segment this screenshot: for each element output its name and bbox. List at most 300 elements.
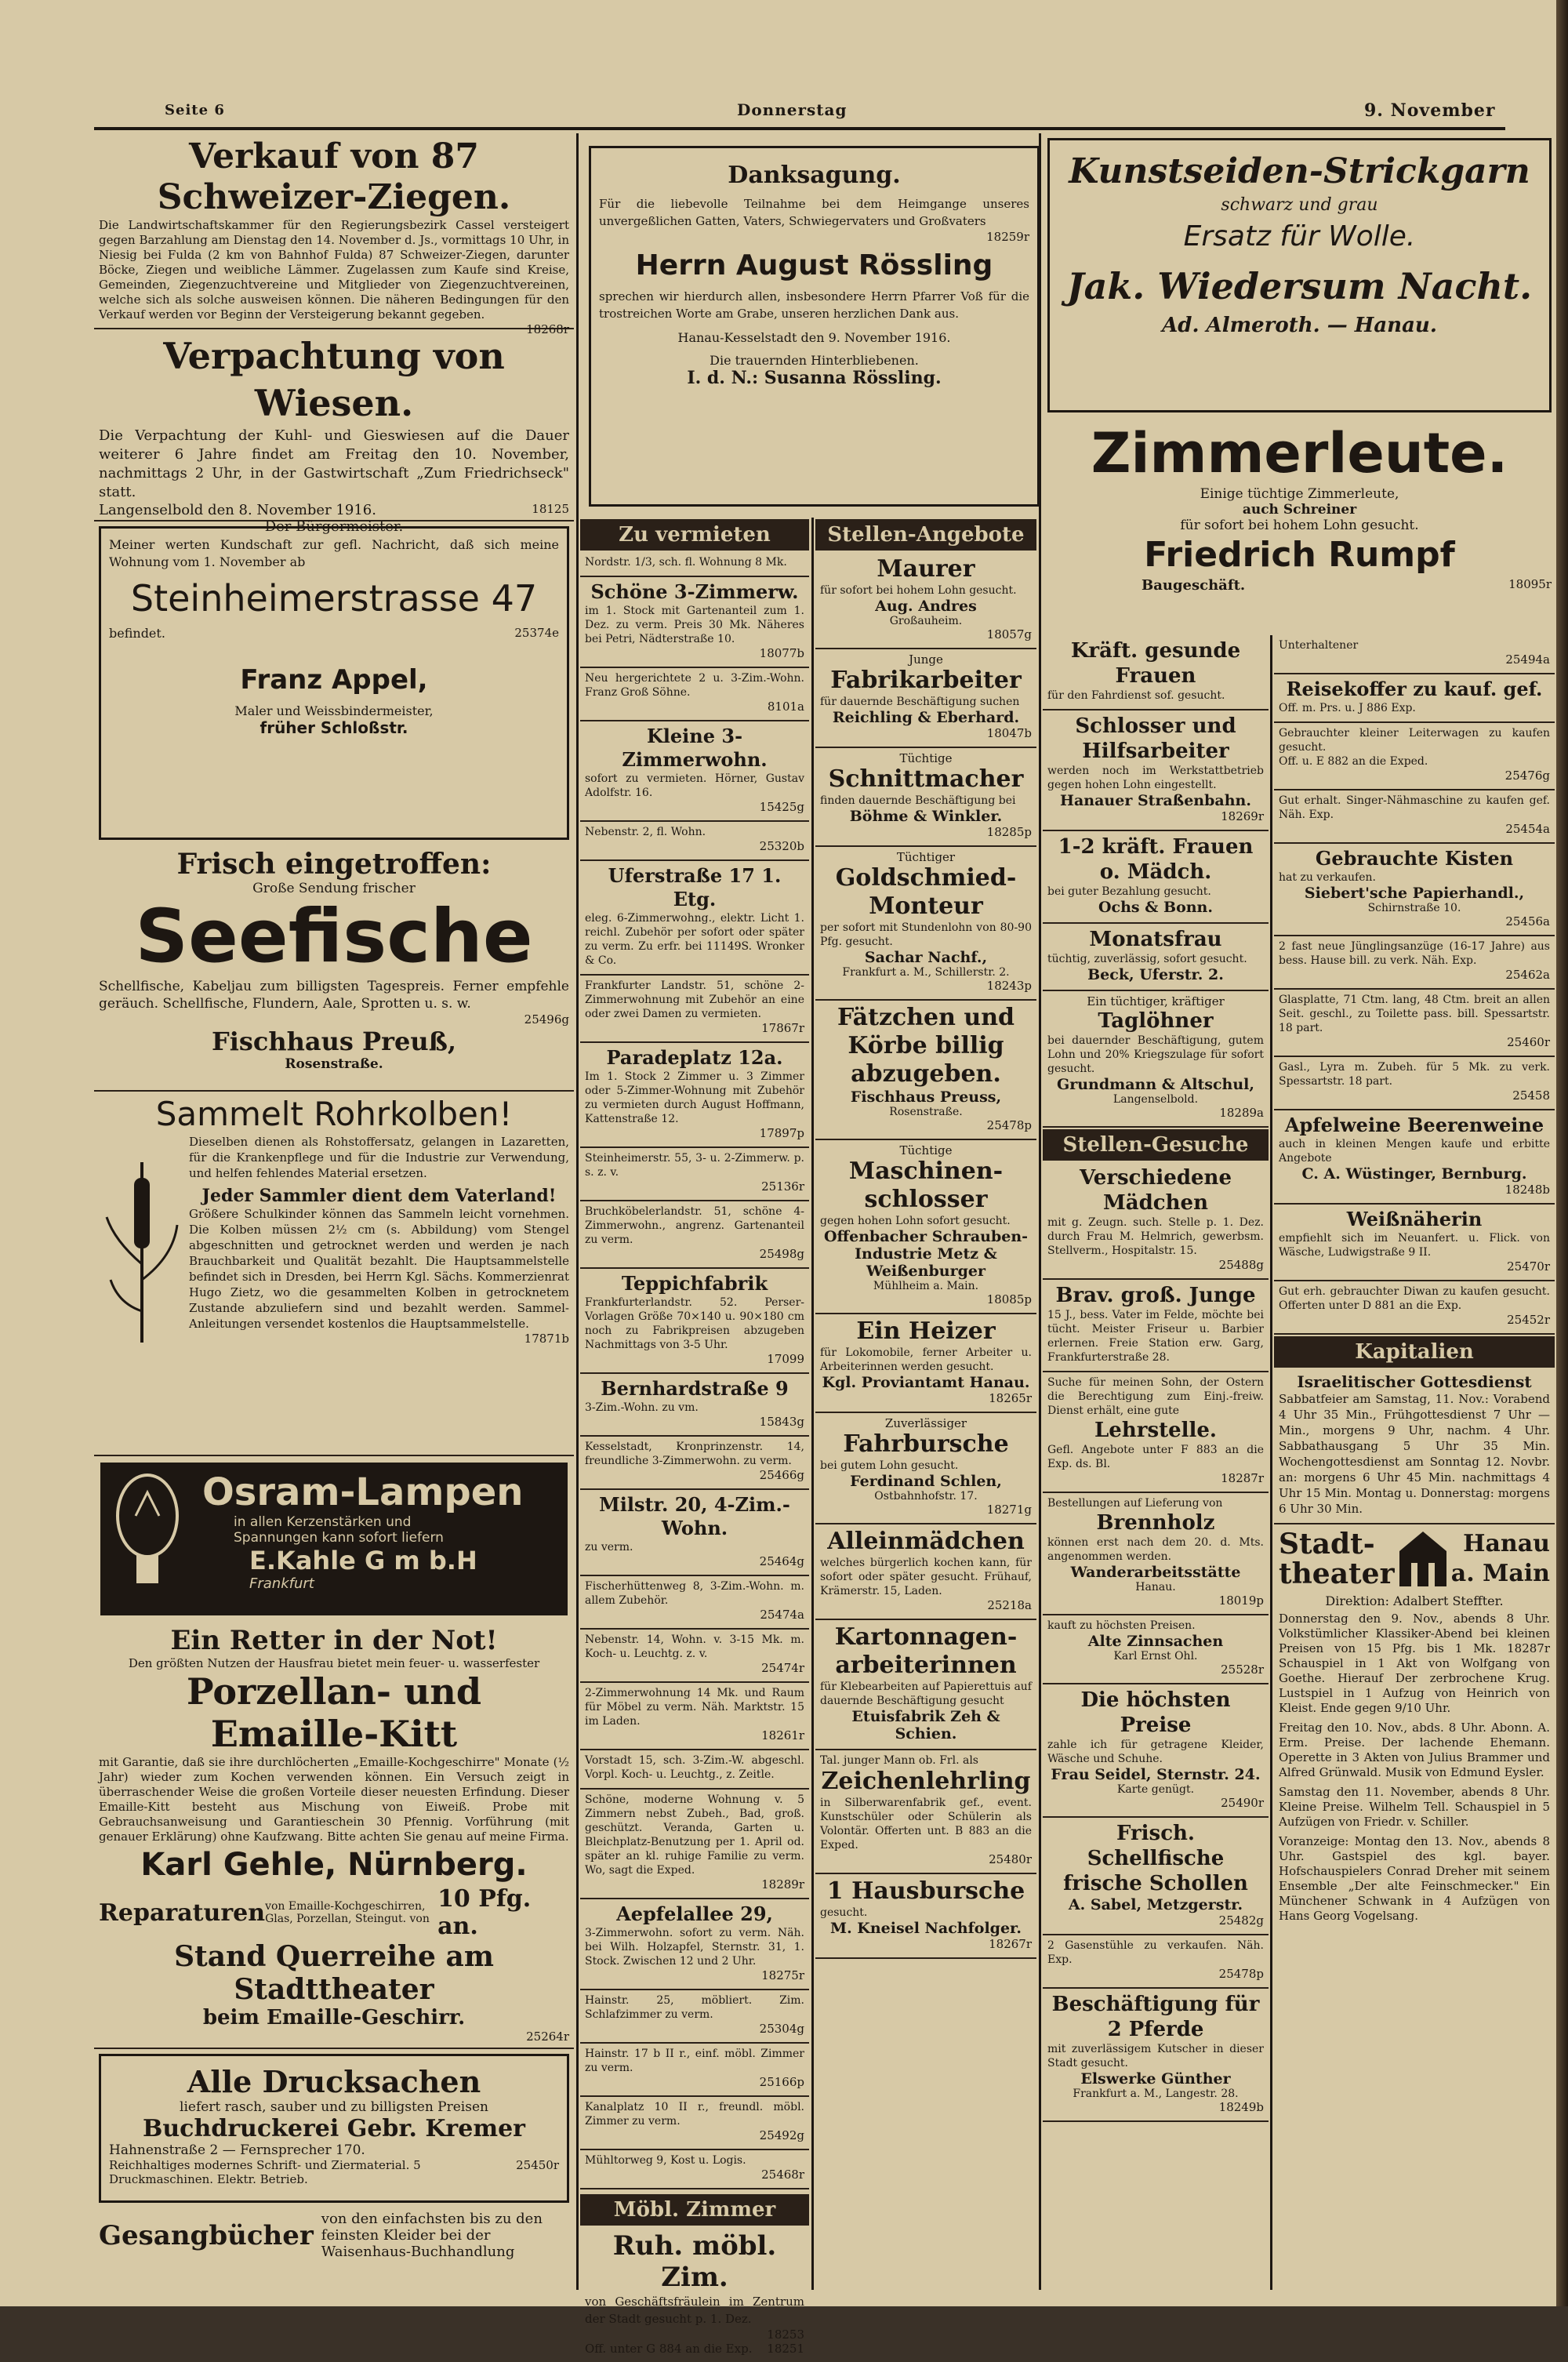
ad-appel (99, 526, 569, 840)
classified-ad (580, 577, 809, 668)
ad-code: 25452r (1507, 1313, 1550, 1327)
classified-ad (580, 1576, 809, 1630)
classified-ad (580, 1269, 809, 1374)
ad-address: Ostbahnhofstr. 17. (874, 1490, 978, 1503)
ad-headline: Apfelweine Beerenweine (1284, 1114, 1544, 1136)
ad-text: 2-Zimmerwohnung 14 Mk. und Raum für Möbel zu verm. Näh. Marktstr. 15 im Laden. (585, 1687, 804, 1728)
ad-text: für sofort bei hohem Lohn gesucht. (820, 584, 1017, 597)
kitt-body: mit Garantie, daß sie ihre durchlöcherten „Emaille-Kochgeschirre" Monate (½ Jahr) wieder zum Kochen verwenden können. Ein Versuch zeigt in überraschender Weise die großen Vorteile dieser neuesten Erfindung. Dieser Emaille-Kitt besteht aus Mischung von Eiweiß. Probe mit Gebrauchsanweisung und Garantieschein 30 Pfennig. Vorführung (mit genauer Erklärung) ohne Kaufzwang. Bitte achten Sie genau auf meine Firma. (99, 1755, 569, 1844)
classified-ad (580, 822, 809, 861)
ad-code: 25478p (986, 1118, 1032, 1132)
ad-code: 25480r (989, 1852, 1032, 1866)
classified-ad (1043, 1615, 1269, 1684)
moebl-text: von Geschäftsfräulein im Zentrum der Stadt gesucht p. 1. Dez. (585, 2295, 804, 2326)
ad-code: 25474a (760, 1608, 804, 1622)
theater-dir: Direktion: Adalbert Steffter. (1325, 1593, 1504, 1608)
ad-gesangbuecher (94, 2208, 574, 2266)
ad-subhead: Tüchtige (899, 1143, 953, 1157)
classified-ad (580, 721, 809, 822)
ad-advertiser: C. A. Wüstinger, Bernburg. (1301, 1165, 1527, 1183)
ad-code: 18267r (989, 1937, 1032, 1951)
column-4 (1043, 133, 1556, 635)
classified-ad (580, 1043, 809, 1148)
ziegen-title: Verkauf von 87 Schweizer-Ziegen. (157, 136, 511, 217)
classified-ad (1043, 710, 1269, 831)
ad-text: Bruchköbelerlandstr. 51, schöne 4-Zimmerwohn., angrenz. Gartenanteil zu verm. (585, 1205, 804, 1246)
column-5 (1274, 635, 1555, 2290)
zimmer-t2: auch Schreiner (1242, 502, 1357, 518)
gottes-title: Israelitischer Gottesdienst (1297, 1372, 1532, 1391)
ad-text: Nordstr. 1/3, sch. fl. Wohnung 8 Mk. (585, 556, 787, 569)
druck-code: 25450r (516, 2158, 559, 2172)
ad-headline: Brav. groß. Junge (1055, 1284, 1256, 1307)
ad-text: Glasplatte, 71 Ctm. lang, 48 Ctm. breit an allen Seit. geschl., zu Toilette pass. bill. Spessartstr. 18 part. (1279, 994, 1550, 1034)
classified-ad (815, 649, 1036, 748)
wiesen-code: 18125 (532, 502, 569, 516)
col4-ad-list (1043, 635, 1269, 1128)
ad-code: 25488g (1218, 1258, 1264, 1272)
kitt-code: 25264r (526, 2030, 569, 2044)
ad-advertiser: Böhme & Winkler. (849, 808, 1003, 825)
ad-text-2: Off. u. E 882 an die Exped. (1279, 755, 1428, 768)
ad-headline: Lehrstelle. (1094, 1419, 1217, 1442)
druck-title: Alle Drucksachen (187, 2064, 481, 2099)
ad-code: 18077b (759, 646, 804, 660)
theater-body-3: Samstag den 11. November, abends 8 Uhr. Kleine Preise. Wilhelm Tell. Schauspiel in 5 Aufzügen von Friedr. v. Schiller. (1279, 1785, 1550, 1829)
ad-headline: Bernhardstraße 9 (601, 1377, 789, 1400)
ad-code: 25454a (1505, 822, 1550, 836)
dank-body-2: sprechen wir hierdurch allen, insbesondere Herrn Pfarrer Voß für die trostreichen Worte am Grabe, unseren herzlichen Dank aus. (599, 289, 1029, 321)
zimmer-s: Baugeschäft. (1142, 577, 1246, 594)
ad-address: Karl Ernst Ohl. (1113, 1650, 1198, 1662)
ad-text: Nebenstr. 14, Wohn. v. 3-15 Mk. m. Koch- u. Leuchtg. z. v. (585, 1633, 804, 1660)
classified-ad (580, 1790, 809, 1899)
ad-advertiser: Frau Seidel, Sternstr. 24. (1051, 1766, 1261, 1783)
header-date: 9. November (1364, 100, 1496, 121)
ad-headline: Fahrbursche (843, 1430, 1009, 1458)
ad-code: 18275r (761, 1968, 804, 1982)
ad-headline: Verschiedene Mädchen (1080, 1166, 1232, 1215)
osram-line-1: in allen Kerzenstärken und (234, 1514, 412, 1530)
appel-trade: Maler und Weissbindermeister, (234, 703, 434, 718)
ad-danksagung (589, 146, 1040, 507)
ad-advertiser: Sachar Nachf., (864, 949, 988, 966)
ad-text: für Klebearbeiten auf Papierettuis auf dauernde Beschäftigung gesucht (820, 1681, 1032, 1707)
rohrkolben-illustration (99, 1146, 185, 1350)
ad-code: 18057g (986, 627, 1032, 641)
ad-text: Steinheimerstr. 55, 3- u. 2-Zimmerw. p. s. z. v. (585, 1152, 804, 1179)
ad-subhead: Zuverlässiger (884, 1416, 967, 1430)
kitt-beim: beim Emaille-Geschirr. (202, 2006, 466, 2030)
classified-ad (580, 1899, 809, 1990)
ad-text: Hainstr. 17 b II r., einf. möbl. Zimmer zu verm. (585, 2048, 804, 2074)
dank-place: Hanau-Kesselstadt den 9. November 1916. (677, 330, 951, 345)
ad-advertiser: Siebert'sche Papierhandl., (1304, 885, 1525, 902)
kitt-rep: Reparaturen (99, 1899, 266, 1927)
ad-address: Frankfurt a. M., Schillerstr. 2. (842, 966, 1010, 979)
classified-ad (1274, 1205, 1555, 1281)
ad-advertiser: Alte Zinnsachen (1087, 1633, 1224, 1650)
ad-headline: Gebrauchte Kisten (1315, 847, 1514, 870)
ad-moebl (580, 2227, 809, 2362)
ad-headline: Aepfelallee 29, (616, 1902, 773, 1925)
ad-headline: Goldschmied-Monteur (835, 864, 1017, 920)
ad-headline: 1 Hausbursche (826, 1877, 1025, 1905)
osram-firm: E.Kahle G m b.H (249, 1546, 477, 1575)
classified-ad (815, 552, 1036, 649)
ad-headline: Fätzchen und Körbe billig abzugeben. (837, 1004, 1014, 1088)
header-page-number: Seite 6 (165, 102, 225, 118)
zimmer-t1: Einige tüchtige Zimmerleute, (1200, 486, 1399, 502)
classified-ad (1043, 831, 1269, 924)
classified-ad (1043, 1818, 1269, 1935)
ad-code: 8101a (767, 700, 804, 714)
gesang-big: Gesangbücher (99, 2219, 314, 2251)
classified-ad (815, 1314, 1036, 1413)
ad-headline: Schöne 3-Zimmerw. (590, 580, 799, 603)
ad-text: zu verm. (585, 1541, 633, 1553)
classified-ad (580, 1201, 809, 1269)
ad-text: per sofort mit Stundenlohn von 80-90 Pfg. gesucht. (820, 921, 1032, 948)
ad-advertiser: Aug. Andres (875, 598, 977, 615)
wiesen-place: Langenselbold den 8. November 1916. (99, 502, 376, 518)
classified-ad (580, 1148, 809, 1201)
theater-body-2: Freitag den 10. Nov., abds. 8 Uhr. Abonn. A. Erm. Preise. Der lachende Ehemann. Operette in 3 Akten von Julius Brammer und Alfred Grünwald. Musik von Edmund Eysler. (1279, 1721, 1550, 1779)
ad-code: 25528r (1221, 1662, 1264, 1677)
ad-headline: Maschinen-schlosser (848, 1157, 1004, 1213)
ad-code: 25166p (759, 2075, 804, 2089)
section-kapitalien: Kapitalien (1274, 1336, 1555, 1368)
section-zu-vermieten: Zu vermieten (580, 519, 809, 551)
ad-code: 25468r (761, 2168, 804, 2182)
ad-text: 15 J., bess. Vater im Felde, möchte bei tücht. Meister Friseur u. Barbier erlernen. Freie Station erw. Garg, Frankfurterstraße 28. (1047, 1309, 1264, 1364)
ad-address: Hanau. (1135, 1581, 1176, 1593)
ad-text: Neu hergerichtete 2 u. 3-Zim.-Wohn. Franz Groß Söhne. (585, 672, 804, 699)
ad-text: mit g. Zeugn. such. Stelle p. 1. Dez. durch Frau M. Helmrich, gewerbsm. Stellverm., Hospitalstr. 15. (1047, 1216, 1264, 1257)
ad-subhead: Ein tüchtiger, kräftiger (1087, 994, 1225, 1008)
ad-headline: Brennholz (1096, 1511, 1215, 1535)
classified-ad (580, 668, 809, 721)
rohr-title: Sammelt Rohrkolben! (155, 1095, 513, 1133)
classified-ad (1274, 723, 1555, 790)
ad-text: Gebrauchter kleiner Leiterwagen zu kaufen gesucht. (1279, 727, 1550, 754)
bulb-icon (108, 1469, 187, 1594)
column-rule-1 (576, 133, 579, 2290)
ad-stadttheater (1274, 1524, 1555, 1930)
ad-osram (100, 1463, 568, 1615)
ad-code: 18289a (1219, 1106, 1264, 1120)
ad-code: 18285p (986, 825, 1032, 839)
ad-advertiser: Reichling & Eberhard. (832, 709, 1020, 726)
ad-code: 25320b (759, 839, 804, 853)
ad-text: 3-Zim.-Wohn. zu vm. (585, 1401, 699, 1414)
ad-code: 17867r (761, 1021, 804, 1035)
wiesen-sign: Der Bürgermeister. (264, 518, 404, 535)
ad-text: tüchtig, zuverlässig, sofort gesucht. (1047, 953, 1247, 965)
osram-city: Frankfurt (249, 1575, 314, 1592)
ad-code: 18261r (761, 1728, 804, 1742)
ad-code: 18287r (1221, 1471, 1264, 1485)
ad-seefische (94, 845, 574, 1092)
classified-ad (1043, 991, 1269, 1128)
ad-text-2: in Silberwarenfabrik gef., event. Kunstschüler oder Schülerin als Volontär. Offerten unt. B 883 an die Exped. (820, 1797, 1032, 1851)
section-stellen-gesuche: Stellen-Gesuche (1043, 1129, 1269, 1161)
ad-headline: Zeichenlehrling (821, 1768, 1031, 1795)
fisch-code: 25496g (524, 1012, 569, 1027)
ad-code: 17897p (759, 1126, 804, 1140)
ad-headline: Uferstraße 17 1. Etg. (608, 864, 782, 910)
zimmer-code: 18095r (1508, 577, 1552, 591)
ad-headline: Kräft. gesunde Frauen (1070, 639, 1241, 688)
theater-body-4: Voranzeige: Montag den 13. Nov., abends 8 Uhr. Gastspiel des kgl. bayer. Hofschauspielers Conrad Dreher mit seinem Ensemble „Der alte Feinschmecker." Ein Münchener Schwank in 4 Aufzügen von Hans Georg Vogelsang. (1279, 1834, 1550, 1923)
ad-headline: Schnittmacher (828, 765, 1024, 793)
moebl-head: Ruh. möbl. Zim. (612, 2230, 777, 2293)
ad-text: im 1. Stock mit Gartenanteil zum 1. Dez. zu verm. Preis 30 Mk. Näheres bei Petri, Nädterstraße 10. (585, 605, 804, 645)
classified-ad (1043, 635, 1269, 710)
ad-text: für den Fahrdienst sof. gesucht. (1047, 689, 1225, 702)
classified-ad (815, 847, 1036, 1001)
kitt-stand: Stand Querreihe am Stadttheater (174, 1940, 494, 2006)
ad-text: Unterhaltener (1279, 639, 1359, 652)
ad-advertiser: Hanauer Straßenbahn. (1060, 792, 1251, 809)
theater-body: Donnerstag den 9. Nov., abends 8 Uhr. Volkstümlicher Klassiker-Abend bei kleinen Preisen von 15 Pfg. bis 1 Mk. 18287r Schauspiel in 1 Akt von Wolfgang von Goethe. Hierauf Der zerbrochene Krug. Lustspiel in 1 Aufzug von Heinrich von Kleist. Ende gegen 9/10 Uhr. (1279, 1612, 1550, 1715)
ad-kunstseide (1047, 138, 1552, 412)
ad-headline: Kleine 3-Zimmerwohn. (622, 725, 768, 771)
ad-subhead: Junge (909, 652, 943, 667)
moebl-text-2: Off. unter G 884 an die Exp. (585, 2342, 753, 2356)
ad-code: 15843g (759, 1415, 804, 1429)
ad-text: 2 fast neue Jünglingsanzüge (16-17 Jahre) aus bess. Hause bill. zu verk. Näh. Exp. (1279, 940, 1550, 967)
classified-ad (1043, 1684, 1269, 1818)
classified-ad (1274, 790, 1555, 844)
kitt-big: Porzellan- und Emaille-Kitt (186, 1670, 482, 1755)
appel-former: früher Schloßstr. (260, 718, 408, 737)
classified-ad (580, 1374, 809, 1437)
ad-headline: Beschäftigung für 2 Pferde (1051, 1993, 1260, 2041)
ad-address: Langenselbold. (1112, 1093, 1199, 1106)
classified-ad (580, 1490, 809, 1576)
classified-ad (580, 1437, 809, 1490)
ad-advertiser: Beck, Uferstr. 2. (1087, 966, 1224, 983)
classified-ad (1274, 990, 1555, 1057)
ad-address: Karte genügt. (1116, 1783, 1195, 1796)
ad-text: Bestellungen auf Lieferung von (1047, 1497, 1223, 1510)
wiesen-body: Die Verpachtung der Kuhl- und Gieswiesen auf die Dauer weiterer 6 Jahre findet am Freitag den 10. November, nachmittags 2 Uhr, in der Gastwirtschaft „Zum Friedrichseck" statt. (99, 427, 569, 500)
ad-headline: Maurer (877, 555, 975, 583)
ad-headline: Fabrikarbeiter (830, 667, 1022, 694)
ad-code: 25476g (1504, 769, 1550, 783)
ad-headline: Monatsfrau (1089, 928, 1222, 951)
ad-advertiser: Offenbacher Schrauben-Industrie Metz & Weißenburger (823, 1228, 1029, 1280)
ad-code: 18047b (986, 726, 1032, 740)
classified-ad (580, 976, 809, 1043)
ad-text: Gut erh. gebrauchter Diwan zu kaufen gesucht. Offerten unter D 881 an die Exp. (1279, 1285, 1550, 1312)
col5-ad-list (1274, 635, 1555, 1335)
classified-ad (580, 552, 809, 577)
wiesen-title: Verpachtung von Wiesen. (163, 335, 505, 424)
ad-headline: Weißnäherin (1346, 1208, 1483, 1230)
ad-headline: Taglöhner (1098, 1009, 1214, 1033)
column-1 (94, 133, 574, 2290)
ad-rohrkolben (94, 1092, 574, 1456)
osram-line-2: Spannungen kann sofort liefern (234, 1530, 444, 1546)
classified-ad (1274, 1057, 1555, 1110)
ad-code: 25474r (761, 1661, 804, 1675)
kitt-sub: Den größten Nutzen der Hausfrau bietet mein feuer- u. wasserfester (128, 1656, 540, 1670)
druck-body: Reichhaltiges modernes Schrift- und Ziermaterial. 5 Druckmaschinen. Elektr. Betrieb. (109, 2158, 421, 2186)
ad-text: für Lokomobile, ferner Arbeiter u. Arbeiterinnen werden gesucht. (820, 1346, 1032, 1373)
classified-ad (1043, 1935, 1269, 1989)
ad-text-2: Gefl. Angebote unter F 883 an die Exp. ds. Bl. (1047, 1444, 1264, 1470)
appel-street: Steinheimerstrasse 47 (130, 577, 538, 620)
ad-text: welches bürgerlich kochen kann, für sofort oder später gesucht. Frühauf, Krämerstr. 15, Laden. (820, 1557, 1032, 1597)
classified-ad (815, 1413, 1036, 1524)
ad-headline: Frisch. Schellfische frische Schollen (1063, 1822, 1248, 1895)
ziegen-body: Die Landwirtschaftskammer für den Regierungsbezirk Cassel versteigert gegen Barzahlung am Dienstag den 14. November d. Js., vormittags 10 Uhr, in Niesig bei Fulda (2 km von Bahnhof Fulda) 87 Schweizer-Ziegen, darunter Böcke, Ziegen und weibliche Lämmer. Zugelassen zum Kaufe sind Kreise, Gemeinden, Ziegenzuchtvereine und Mitglieder von Ziegenzuchtvereinen, welche sich als solche ausweisen können. Die näheren Bedingungen für den Verkauf werden vor Beginn der Versteigerung bekannt gegeben. (99, 218, 569, 322)
ad-headline: Milstr. 20, 4-Zim.-Wohn. (599, 1493, 790, 1539)
ad-code: 15425g (759, 800, 804, 814)
classified-ad (580, 2150, 809, 2189)
ad-text: gesucht. (820, 1906, 868, 1919)
classified-ad (815, 1620, 1036, 1750)
ad-code: 18289r (761, 1877, 804, 1891)
gesang-small: von den einfachsten bis zu den feinsten Kleider bei der Waisenhaus-Buchhandlung (321, 2211, 543, 2260)
zimmer-big: Zimmerleute. (1091, 421, 1508, 485)
ad-text: empfiehlt sich im Neuanfert. u. Flick. von Wäsche, Ludwigstraße 9 II. (1279, 1232, 1550, 1259)
ad-advertiser: A. Sabel, Metzgerstr. (1068, 1896, 1243, 1913)
ad-text: bei gutem Lohn gesucht. (820, 1459, 959, 1472)
ad-code: 18269r (1221, 809, 1264, 823)
druck-firm: Buchdruckerei Gebr. Kremer (143, 2115, 525, 2142)
ad-code: 18248b (1504, 1183, 1550, 1197)
ad-advertiser: M. Kneisel Nachfolger. (830, 1920, 1022, 1937)
kunst-sub: schwarz und grau (1221, 195, 1378, 215)
rohr-body-2: Größere Schulkinder können das Sammeln leicht vornehmen. Die Kolben müssen 2½ cm (s. Abbildung) vom Stengel abgeschnitten und getrocknet werden und werden je nach Brauchbarkeit und Qualität bezahlt. Die Hauptsammelstelle befindet sich in Dresden, bei Herrn Kgl. Sächs. Kommerzienrat Hugo Zietz, wo die gesammelten Kolben in getrocknetem Zustande abzuliefern sind und bezahlt werden. Sammel-Anleitungen versendet kostenlos die Hauptsammelstelle. (189, 1207, 569, 1331)
col3-ad-list (815, 552, 1036, 1959)
ad-text-2: können erst nach dem 20. d. Mts. angenommen werden. (1047, 1536, 1264, 1563)
classified-ad (580, 1683, 809, 1750)
ad-headline: Alleinmädchen (827, 1528, 1025, 1555)
col4-ad-list-2 (1043, 1162, 1269, 2122)
ad-code: 25470r (1507, 1259, 1550, 1274)
classified-ad (580, 1630, 809, 1683)
fisch-street: Rosenstraße. (285, 1056, 383, 1072)
ad-subhead: Tüchtige (899, 751, 953, 765)
ad-text: eleg. 6-Zimmerwohng., elektr. Licht 1. reichl. Zubehör per sofort oder später zu verm. Zu erfr. bei 11149S. Wronker & Co. (585, 912, 804, 967)
column-rule-2 (811, 518, 814, 2290)
ad-text: Frankfurterlandstr. 52. Perser-Vorlagen Größe 70×140 u. 90×180 cm noch zu Fabrikpreisen abzugeben Nachmittags von 3-5 Uhr. (585, 1296, 804, 1351)
ad-advertiser: Ochs & Bonn. (1098, 899, 1213, 916)
rohr-code: 17871b (524, 1332, 569, 1346)
classified-ad (1274, 844, 1555, 936)
classified-ad (815, 1874, 1036, 1959)
dank-title: Danksagung. (728, 162, 901, 189)
ad-advertiser: Kgl. Proviantamt Hanau. (822, 1374, 1030, 1391)
section-stellen-angebote: Stellen-Angebote (815, 519, 1036, 551)
ad-text: für dauernde Beschäftigung suchen (820, 696, 1020, 708)
appel-intro: Meiner werten Kundschaft zur gefl. Nachricht, daß sich meine Wohnung vom 1. November ab (109, 537, 559, 569)
column-4-listings (1043, 635, 1269, 2290)
ad-text: Tal. junger Mann ob. Frl. als (820, 1754, 978, 1767)
kunst-firm: Jak. Wiedersum Nacht. (1066, 265, 1533, 307)
theater-building-icon (1396, 1528, 1450, 1590)
ad-wiesen (94, 329, 574, 535)
ad-code: 25456a (1505, 914, 1550, 928)
ad-address: Frankfurt a. M., Langestr. 28. (1073, 2088, 1239, 2100)
fisch-name: Fischhaus Preuß, (211, 1027, 457, 1056)
kunst-ersatz: Ersatz für Wolle. (1183, 220, 1416, 253)
ad-text: kauft zu höchsten Preisen. (1047, 1619, 1196, 1632)
ad-code: 25464g (759, 1554, 804, 1568)
appel-code: 25374e (514, 626, 559, 640)
section-moebl-zimmer: Möbl. Zimmer (580, 2194, 809, 2226)
fisch-head: Frisch eingetroffen: (176, 848, 492, 881)
ziegen-code: 18268r (526, 322, 569, 336)
ad-code: 25458 (1512, 1088, 1550, 1103)
dank-body: Für die liebevolle Teilnahme bei dem Heimgange unseres unvergeßlichen Gatten, Vaters, Schwiegervaters und Großvaters (599, 197, 1029, 228)
col2-ad-list (580, 552, 809, 2189)
ad-code: 18271g (986, 1503, 1032, 1517)
ad-kitt (94, 1622, 574, 2049)
ad-code: 25498g (759, 1247, 804, 1261)
theater-t1: Stadt- (1279, 1528, 1375, 1561)
dank-herrn: Herrn August Rössling (635, 249, 993, 282)
column-3 (815, 518, 1036, 2290)
ad-text: Kesselstadt, Kronprinzenstr. 14, freundliche 3-Zimmerwohn. zu verm. (585, 1441, 804, 1467)
ad-advertiser: Fischhaus Preuss, (850, 1088, 1002, 1106)
ad-text: Vorstadt 15, sch. 3-Zim.-W. abgeschl. Vorpl. Koch- u. Leuchtg., z. Zeitle. (585, 1754, 804, 1781)
dank-sign-1: Die trauernden Hinterbliebenen. (710, 353, 919, 368)
ad-text: Mühltorweg 9, Kost u. Logis. (585, 2154, 746, 2167)
classified-ad (1043, 1280, 1269, 1372)
ad-text: Kanalplatz 10 II r., freundl. möbl. Zimmer zu verm. (585, 2101, 804, 2128)
classified-ad (815, 1001, 1036, 1140)
classified-ad (1043, 1162, 1269, 1280)
ad-code: 25462a (1505, 968, 1550, 982)
ad-code: 18243p (986, 979, 1032, 993)
ad-text: Fischerhüttenweg 8, 3-Zim.-Wohn. m. allem Zubehör. (585, 1580, 804, 1607)
column-rule-4 (1270, 635, 1272, 2290)
classified-ad (1043, 1989, 1269, 2122)
ad-advertiser: Grundmann & Altschul, (1056, 1076, 1255, 1093)
osram-title: Osram-Lampen (202, 1470, 524, 1514)
appel-name: Franz Appel, (240, 664, 428, 696)
ad-text: mit zuverlässigem Kutscher in dieser Stadt gesucht. (1047, 2043, 1264, 2069)
ad-headline: Teppichfabrik (621, 1272, 768, 1295)
classified-ad (815, 748, 1036, 847)
classified-ad (1274, 1281, 1555, 1335)
ad-code: 25136r (761, 1179, 804, 1194)
ad-headline: 1-2 kräft. Frauen o. Mädch. (1058, 835, 1254, 884)
classified-ad (580, 1990, 809, 2044)
ad-text: 3-Zimmerwohn. sofort zu verm. Näh. bei Wilh. Holzapfel, Sternstr. 31, 1. Stock. Zwischen 12 und 2 Uhr. (585, 1927, 804, 1968)
ad-code: 18085p (986, 1292, 1032, 1306)
ad-headline: Reisekoffer zu kauf. gef. (1286, 678, 1543, 700)
ad-address: Schirnstraße 10. (1367, 902, 1461, 914)
fisch-big: Seefische (135, 894, 533, 979)
ad-code: 17099 (767, 1352, 804, 1366)
ad-text: Off. m. Prs. u. J 886 Exp. (1279, 702, 1416, 714)
ad-text: Gut erhalt. Singer-Nähmaschine zu kaufen gef. Näh. Exp. (1279, 794, 1550, 821)
rohr-body-1: Dieselben dienen als Rohstoffersatz, gelangen in Lazaretten, für die Krankenpflege und für die Industrie zur Verwendung, und helfen fehlendes Material ersetzen. (189, 1135, 569, 1180)
ad-zimmerleute (1043, 417, 1556, 629)
ad-code: 18249b (1218, 2100, 1264, 2114)
classified-ad (1043, 1493, 1269, 1615)
ad-text: Gasl., Lyra m. Zubeh. für 5 Mk. zu verk. Spessartstr. 18 part. (1279, 1061, 1550, 1088)
classified-ad (1274, 635, 1555, 674)
theater-t3: Hanau (1463, 1530, 1550, 1557)
druck-addr: Hahnenstraße 2 — Fernsprecher 170. (109, 2142, 365, 2158)
